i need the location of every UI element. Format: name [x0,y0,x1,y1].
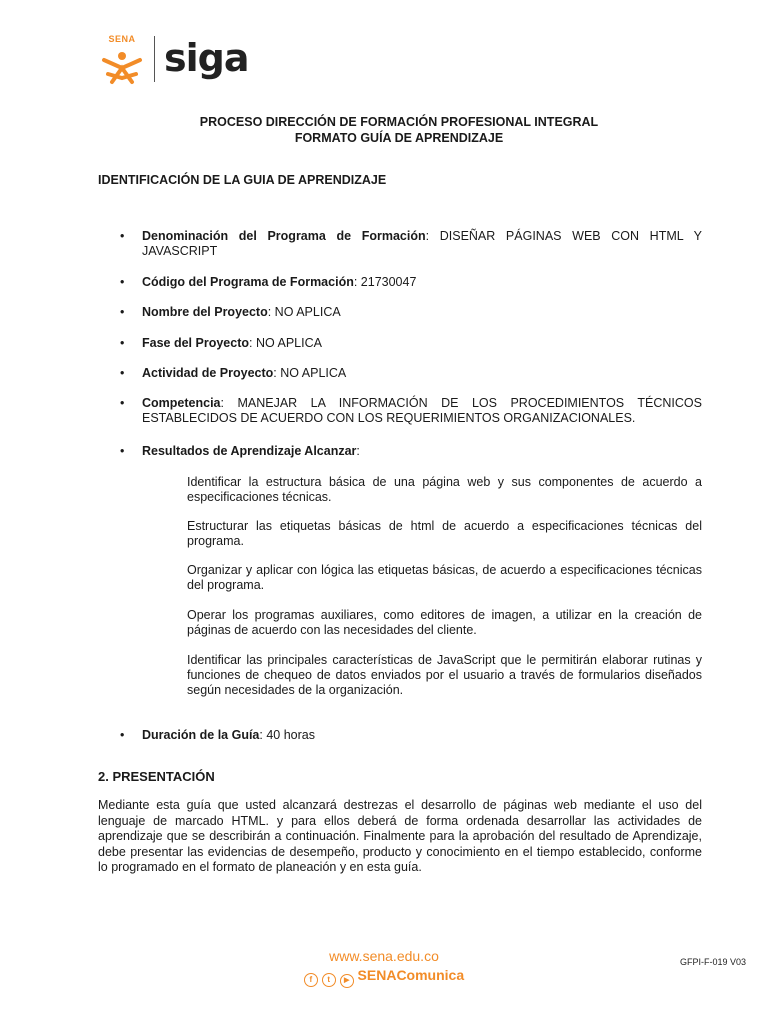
item-value: : DISEÑAR PÁGINAS WEB CON HTML Y JAVASCRIPT [142,229,703,258]
header-logos [98,34,258,86]
learning-result-3: Organizar y aplicar con lógica las etiquetas básicas, de acuerdo a especificaciones técnicas del programa. [187,563,702,592]
item-value: : MANEJAR LA INFORMACIÓN DE LOS PROCEDIMIENTOS TÉCNICOS ESTABLECIDOS DE ACUERDO CON LOS REQUERIMIENTOS ORGANIZACIONALES. [142,396,702,425]
item-value: : NO APLICA [273,366,347,380]
bullet-icon: • [120,366,125,380]
bullet-icon: • [120,229,125,243]
list-item [120,444,702,459]
bullet-icon: • [120,305,125,319]
item-label: Fase del Proyecto [142,336,249,350]
siga-logo: siga [164,36,249,80]
learning-result-4: Operar los programas auxiliares, como editores de imagen, a utilizar en la creación de páginas de acuerdo con las necesidades del cliente. [187,608,702,637]
bullet-icon: • [120,444,125,458]
list-item [120,229,702,259]
item-label: Duración de la Guía [142,728,260,742]
bullet-icon: • [120,336,125,350]
item-label: Competencia [142,396,221,410]
list-item [120,275,702,290]
list-item [120,396,702,426]
facebook-icon[interactable]: f [304,973,318,987]
learning-result-1: Identificar la estructura básica de una página web y sus componentes de acuerdo a especificaciones técnicas. [187,475,702,504]
list-item [120,366,702,381]
document-title-line2: FORMATO GUÍA DE APRENDIZAJE [294,131,504,145]
item-value: : [356,444,360,458]
learning-result-2: Estructurar las etiquetas básicas de html de acuerdo a especificaciones técnicas del programa. [187,519,702,548]
item-value: : 40 horas [259,728,315,742]
twitter-icon[interactable]: t [322,973,336,987]
item-value: : NO APLICA [267,305,341,319]
footer-social [0,967,768,988]
list-item [120,305,702,320]
document-code: GFPI-F-019 V03 [680,957,747,967]
list-item [120,336,702,351]
youtube-icon[interactable]: ▶ [340,974,354,988]
item-value: : NO APLICA [249,336,322,350]
sena-figure-icon [98,34,146,86]
learning-result-5: Identificar las principales características de JavaScript que le permitirán elaborar rutinas y funciones de chequeo de datos enviados por el usuario a través de formularios diseñados según necesidades de la organización. [187,653,702,697]
logo-separator [154,36,155,82]
bullet-icon: • [120,275,125,289]
section2-heading: 2. PRESENTACIÓN [98,769,215,784]
item-label: Código del Programa de Formación [142,275,354,289]
list-item-duration [120,728,702,743]
section1-heading: IDENTIFICACIÓN DE LA GUIA DE APRENDIZAJE [98,173,387,187]
item-label: Denominación del Programa de Formación [142,229,426,243]
bullet-icon: • [120,728,125,742]
presentation-paragraph: Mediante esta guía que usted alcanzará destrezas el desarrollo de páginas web mediante el uso del lenguaje de marcado HTML. y para ellos deberá de forma ordenada desarrollar las actividades de aprendizaje que se describirán a continuación. Finalmente para la aprobación del resultado de Aprendizaje, debe presentar las evidencias de desempeño, producto y conocimiento en el tiempo establecido, conforme lo programado en el formato de planeación y en esta guía. [98,798,702,874]
item-label: Actividad de Proyecto [142,366,274,380]
sena-logo-text: SENA [108,34,136,44]
social-handle[interactable]: SENAComunica [357,967,465,983]
item-label: Nombre del Proyecto [142,305,268,319]
item-label: Resultados de Aprendizaje Alcanzar [142,444,357,458]
footer-url[interactable]: www.sena.edu.co [329,948,439,964]
item-value: : 21730047 [353,275,417,289]
document-title-line1: PROCESO DIRECCIÓN DE FORMACIÓN PROFESIONAL INTEGRAL [199,115,599,129]
sena-logo [98,34,146,86]
bullet-icon: • [120,396,125,410]
